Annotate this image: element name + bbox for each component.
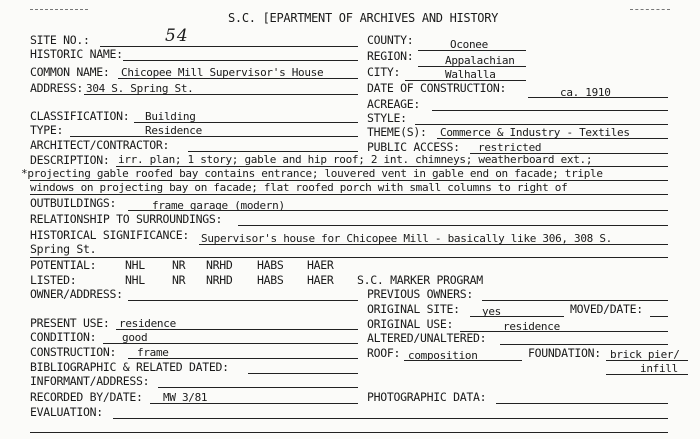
site-no-line bbox=[100, 46, 358, 47]
significance-line-1: Supervisor's house for Chicopee Mill - basically like 306, 308 S. bbox=[201, 232, 612, 245]
roof-value: composition bbox=[408, 349, 478, 362]
classification-line bbox=[134, 122, 358, 123]
present-use-label: PRESENT USE: bbox=[30, 316, 110, 330]
common-name-line bbox=[118, 78, 358, 79]
construction-line bbox=[128, 358, 358, 359]
architect-line bbox=[188, 151, 358, 152]
county-value: Oconee bbox=[450, 38, 488, 51]
relationship-line bbox=[238, 225, 668, 226]
public-access-label: PUBLIC ACCESS: bbox=[367, 140, 460, 154]
scan-artifact bbox=[630, 9, 670, 10]
foundation-line-2 bbox=[606, 374, 688, 375]
condition-label: CONDITION: bbox=[30, 330, 97, 344]
roof-label: ROOF: bbox=[367, 346, 401, 360]
foundation-line-1 bbox=[606, 360, 688, 361]
code-nhl: NHL bbox=[125, 258, 145, 272]
themes-label: THEME(S): bbox=[367, 125, 427, 139]
potential-label: POTENTIAL: bbox=[30, 258, 97, 272]
evaluation-label: EVALUATION: bbox=[30, 405, 103, 419]
altered-label: ALTERED/UNALTERED: bbox=[367, 331, 487, 345]
county-label: COUNTY: bbox=[367, 33, 414, 47]
code-nr: NR bbox=[172, 273, 186, 287]
recorded-label: RECORDED BY/DATE: bbox=[30, 390, 143, 404]
moved-label: MOVED/DATE: bbox=[570, 302, 643, 316]
previous-owners-label: PREVIOUS OWNERS: bbox=[367, 287, 473, 301]
date-label: DATE OF CONSTRUCTION: bbox=[367, 81, 507, 95]
outbuildings-label: OUTBUILDINGS: bbox=[30, 196, 117, 210]
architect-label: ARCHITECT/CONTRACTOR: bbox=[30, 138, 170, 152]
informant-line bbox=[158, 387, 358, 388]
informant-label: INFORMANT/ADDRESS: bbox=[30, 374, 150, 388]
marker-program-label: S.C. MARKER PROGRAM bbox=[357, 273, 483, 287]
evaluation-line-2 bbox=[30, 432, 668, 433]
description-label: DESCRIPTION: bbox=[30, 153, 110, 167]
classification-value: Building bbox=[145, 110, 196, 123]
biblio-line bbox=[248, 373, 358, 374]
original-site-label: ORIGINAL SITE: bbox=[367, 302, 460, 316]
date-line bbox=[528, 97, 668, 98]
code-haer: HAER bbox=[307, 273, 334, 287]
code-nr: NR bbox=[172, 258, 186, 272]
moved-line bbox=[650, 316, 668, 317]
significance-label: HISTORICAL SIGNIFICANCE: bbox=[30, 228, 189, 242]
construction-label: CONSTRUCTION: bbox=[30, 345, 117, 359]
condition-line bbox=[103, 343, 358, 344]
form-header: S.C. [EPARTMENT OF ARCHIVES AND HISTORY bbox=[228, 11, 499, 25]
themes-value: Commerce & Industry - Textiles bbox=[440, 126, 630, 139]
type-label: TYPE: bbox=[30, 123, 64, 137]
acreage-label: ACREAGE: bbox=[367, 97, 420, 111]
original-use-value: residence bbox=[503, 320, 560, 333]
altered-line bbox=[500, 344, 668, 345]
description-line-3: windows on projecting bay on facade; flat roofed porch with small columns to right of bbox=[30, 181, 568, 194]
city-value: Walhalla bbox=[445, 68, 496, 81]
significance-line-2: Spring St. bbox=[30, 242, 97, 256]
construction-value: frame bbox=[137, 346, 169, 359]
style-label: STYLE: bbox=[367, 111, 407, 125]
original-use-line bbox=[460, 331, 668, 332]
owner-label: OWNER/ADDRESS: bbox=[30, 287, 123, 301]
original-site-line bbox=[470, 316, 564, 317]
address-line bbox=[84, 94, 358, 95]
outbuildings-line bbox=[128, 210, 668, 211]
classification-label: CLASSIFICATION: bbox=[30, 109, 130, 123]
type-value: Residence bbox=[145, 124, 202, 137]
code-nrhd: NRHD bbox=[206, 258, 233, 272]
historic-name-line bbox=[123, 60, 358, 61]
historic-name-label: HISTORIC NAME: bbox=[30, 47, 123, 61]
biblio-label: BIBLIOGRAPHIC & RELATED DATED: bbox=[30, 360, 229, 374]
condition-value: good bbox=[122, 331, 148, 344]
style-line bbox=[415, 124, 668, 125]
recorded-value: MW 3/81 bbox=[163, 391, 208, 404]
description-rule-3 bbox=[30, 194, 668, 195]
description-line-1: irr. plan; 1 story; gable and hip roof; 2 int. chimneys; weatherboard ext.; bbox=[118, 153, 593, 166]
recorded-line bbox=[150, 403, 358, 404]
present-use-value: residence bbox=[119, 317, 176, 330]
previous-owners-line bbox=[482, 300, 668, 301]
foundation-value-1: brick pier/ bbox=[610, 348, 680, 361]
city-label: CITY: bbox=[367, 65, 401, 79]
evaluation-line bbox=[113, 418, 668, 419]
code-haer: HAER bbox=[307, 258, 334, 272]
public-access-value: restricted bbox=[478, 141, 542, 154]
county-line bbox=[418, 50, 526, 51]
listed-label: LISTED: bbox=[30, 273, 77, 287]
scan-artifact bbox=[30, 9, 88, 10]
themes-line bbox=[437, 138, 668, 139]
code-nrhd: NRHD bbox=[206, 273, 233, 287]
acreage-line bbox=[432, 110, 668, 111]
relationship-label: RELATIONSHIP TO SURROUNDINGS: bbox=[30, 212, 223, 226]
region-value: Appalachian bbox=[445, 54, 515, 67]
original-use-label: ORIGINAL USE: bbox=[367, 317, 454, 331]
type-line bbox=[70, 136, 358, 137]
region-line bbox=[418, 66, 526, 67]
description-line-2: *projecting gable roofed bay contains entrance; louvered vent in gable end on facade; triple bbox=[21, 167, 603, 180]
photographic-line bbox=[496, 403, 668, 404]
code-habs: HABS bbox=[257, 258, 284, 272]
site-no-label: SITE NO.: bbox=[30, 33, 90, 47]
foundation-value-2: infill bbox=[640, 362, 678, 375]
date-value: ca. 1910 bbox=[560, 86, 611, 99]
photographic-label: PHOTOGRAPHIC DATA: bbox=[367, 390, 487, 404]
outbuildings-value: frame garage (modern) bbox=[152, 199, 285, 212]
address-label: ADDRESS: bbox=[30, 81, 83, 95]
site-no-value: 54 bbox=[165, 26, 189, 46]
significance-rule-1 bbox=[199, 244, 668, 245]
common-name-label: COMMON NAME: bbox=[30, 65, 110, 79]
foundation-label: FOUNDATION: bbox=[528, 346, 601, 360]
owner-line bbox=[128, 300, 358, 301]
code-habs: HABS bbox=[257, 273, 284, 287]
present-use-line bbox=[116, 329, 358, 330]
code-nhl: NHL bbox=[125, 273, 145, 287]
roof-line bbox=[404, 360, 522, 361]
region-label: REGION: bbox=[367, 49, 414, 63]
address-value: 304 S. Spring St. bbox=[86, 82, 194, 95]
common-name-value: Chicopee Mill Supervisor's House bbox=[121, 66, 324, 79]
original-site-value: yes bbox=[482, 305, 501, 318]
